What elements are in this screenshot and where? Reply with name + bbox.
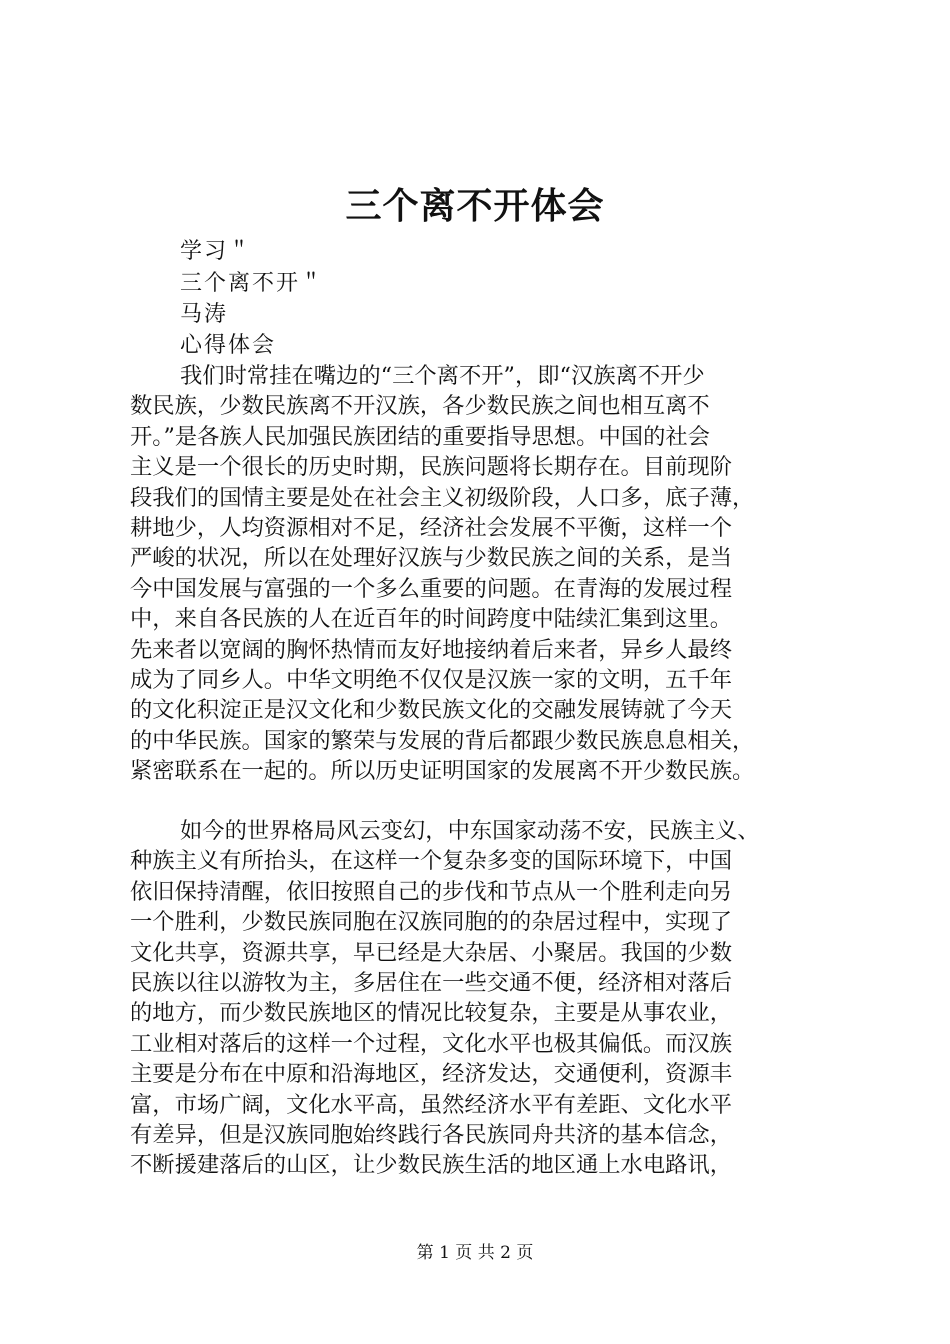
paragraph-line: 先来者以宽阔的胸怀热情而友好地接纳着后来者，异乡人最终 — [130, 636, 733, 663]
paragraph-line: 成为了同乡人。中华文明绝不仅仅是汉族一家的文明，五千年 — [130, 666, 733, 693]
paragraph-line: 段我们的国情主要是处在社会主义初级阶段，人口多，底子薄， — [130, 484, 755, 511]
paragraph-line: 中，来自各民族的人在近百年的时间跨度中陆续汇集到这里。 — [130, 606, 733, 633]
page-footer: 第 1 页 共 2 页 — [416, 1243, 534, 1263]
paragraph-line: 严峻的状况，所以在处理好汉族与少数民族之间的关系，是当 — [130, 545, 733, 572]
paragraph-line: 如今的世界格局风云变幻，中东国家动荡不安，民族主义、 — [180, 818, 760, 844]
paragraph-line: 数民族，少数民族离不开汉族，各少数民族之间也相互离不 — [130, 393, 710, 420]
paragraph-line: 耕地少，人均资源相对不足，经济社会发展不平衡，这样一个 — [130, 514, 733, 541]
heading-line-1: 学习＂ — [180, 239, 253, 264]
paragraph-line: 开。”是各族人民加强民族团结的重要指导思想。中国的社会 — [130, 423, 710, 450]
paragraph-line: 工业相对落后的这样一个过程，文化水平也极其偏低。而汉族 — [130, 1030, 733, 1057]
paragraph-line: 的中华民族。国家的繁荣与发展的背后都跟少数民族息息相关， — [130, 727, 755, 754]
paragraph-line: 民族以往以游牧为主，多居住在一些交通不便，经济相对落后 — [130, 969, 733, 996]
paragraph-line: 的地方，而少数民族地区的情况比较复杂，主要是从事农业， — [130, 1000, 733, 1027]
paragraph-line: 富，市场广阔，文化水平高，虽然经济水平有差距、文化水平 — [130, 1091, 733, 1118]
heading-line-2: 三个离不开＂ — [180, 271, 325, 296]
paragraph-line: 依旧保持清醒，依旧按照自己的步伐和节点从一个胜利走向另 — [130, 878, 733, 905]
paragraph-line: 种族主义有所抬头，在这样一个复杂多变的国际环境下，中国 — [130, 848, 733, 875]
paragraph-line: 我们时常挂在嘴边的“三个离不开”，即“汉族离不开少 — [180, 363, 705, 389]
paragraph-line: 文化共享，资源共享，早已经是大杂居、小聚居。我国的少数 — [130, 939, 733, 966]
paragraph-line: 不断援建落后的山区，让少数民族生活的地区通上水电路讯， — [130, 1152, 733, 1179]
paragraph-line: 一个胜利，少数民族同胞在汉族同胞的的杂居过程中，实现了 — [130, 909, 733, 936]
paragraph-1 — [130, 361, 850, 786]
heading-line-4: 心得体会 — [180, 333, 277, 358]
paragraph-2 — [130, 816, 850, 1181]
paragraph-line: 有差异，但是汉族同胞始终践行各民族同舟共济的基本信念， — [130, 1121, 733, 1148]
heading-line-3: 马涛 — [180, 302, 229, 327]
paragraph-line: 主义是一个很长的历史时期，民族问题将长期存在。目前现阶 — [130, 454, 733, 481]
paragraph-line: 主要是分布在中原和沿海地区，经济发达，交通便利，资源丰 — [130, 1061, 733, 1088]
paragraph-line: 今中国发展与富强的一个多么重要的问题。在青海的发展过程 — [130, 575, 733, 602]
paragraph-line: 紧密联系在一起的。所以历史证明国家的发展离不开少数民族。 — [130, 758, 755, 785]
document-title: 三个离不开体会 — [345, 185, 605, 227]
paragraph-line: 的文化积淀正是汉文化和少数民族文化的交融发展铸就了今天 — [130, 697, 733, 724]
